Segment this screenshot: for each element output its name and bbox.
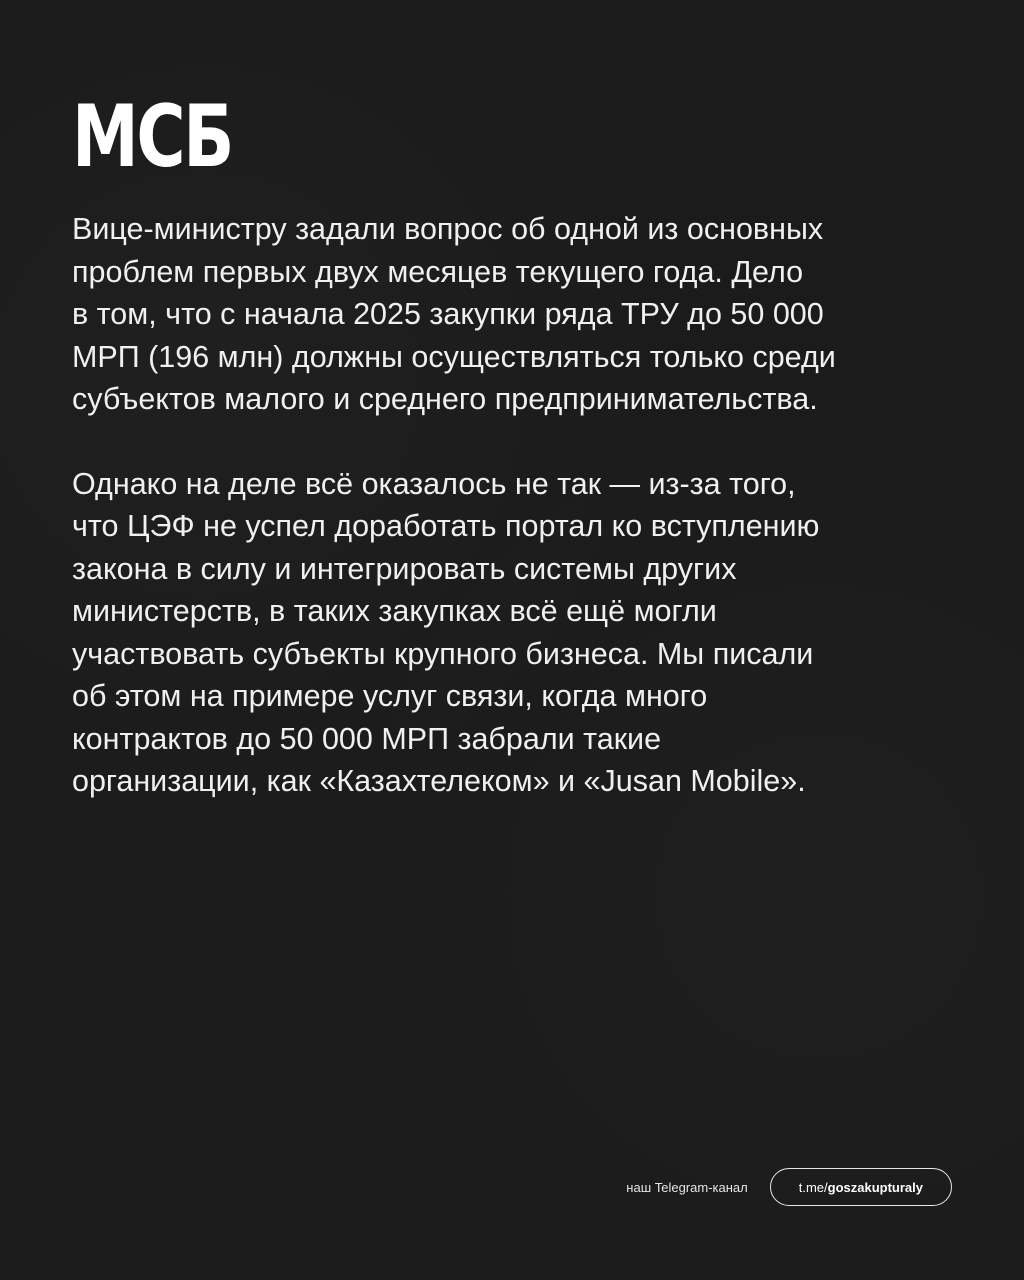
paragraph-line: министерств, в таких закупках всё ещё могли [72, 594, 717, 628]
footer [626, 1167, 952, 1207]
paragraph-line: закона в силу и интегрировать системы других [72, 551, 737, 586]
link-handle: goszakupturaly [827, 1179, 923, 1195]
paragraph-line: Однако на деле всё оказалось не так — из-за того, [72, 466, 796, 501]
footer-label: наш Telegram-канал [626, 1179, 748, 1195]
paragraph-line: организации, как «Казахтелеком» и «Jusan Mobile». [72, 764, 806, 798]
paragraph-line: проблем первых двух месяцев текущего года. Дело [72, 254, 804, 289]
paragraph-2 [72, 463, 952, 803]
paragraph-line: участвовать субъекты крупного бизнеса. Мы писали [72, 636, 814, 671]
paragraph-line: МРП (196 млн) должны осуществляться только среди [72, 339, 836, 374]
paragraph-line: что ЦЭФ не успел доработать портал ко вступлению [72, 509, 820, 543]
paragraph-line: в том, что с начала 2025 закупки ряда ТРУ до 50 000 [72, 297, 824, 331]
telegram-channel-link[interactable] [770, 1168, 952, 1206]
article-body [72, 208, 952, 803]
page-title: МСБ [72, 87, 233, 187]
link-prefix: t.me/ [798, 1179, 828, 1195]
paragraph-line: об этом на примере услуг связи, когда много [72, 679, 708, 713]
paragraph-line: контрактов до 50 000 МРП забрали такие [72, 721, 662, 756]
paragraph-1 [72, 208, 952, 421]
paragraph-line: Вице-министру задали вопрос об одной из основных [72, 212, 824, 246]
paragraph-line: субъектов малого и среднего предпринимательства. [72, 382, 818, 416]
